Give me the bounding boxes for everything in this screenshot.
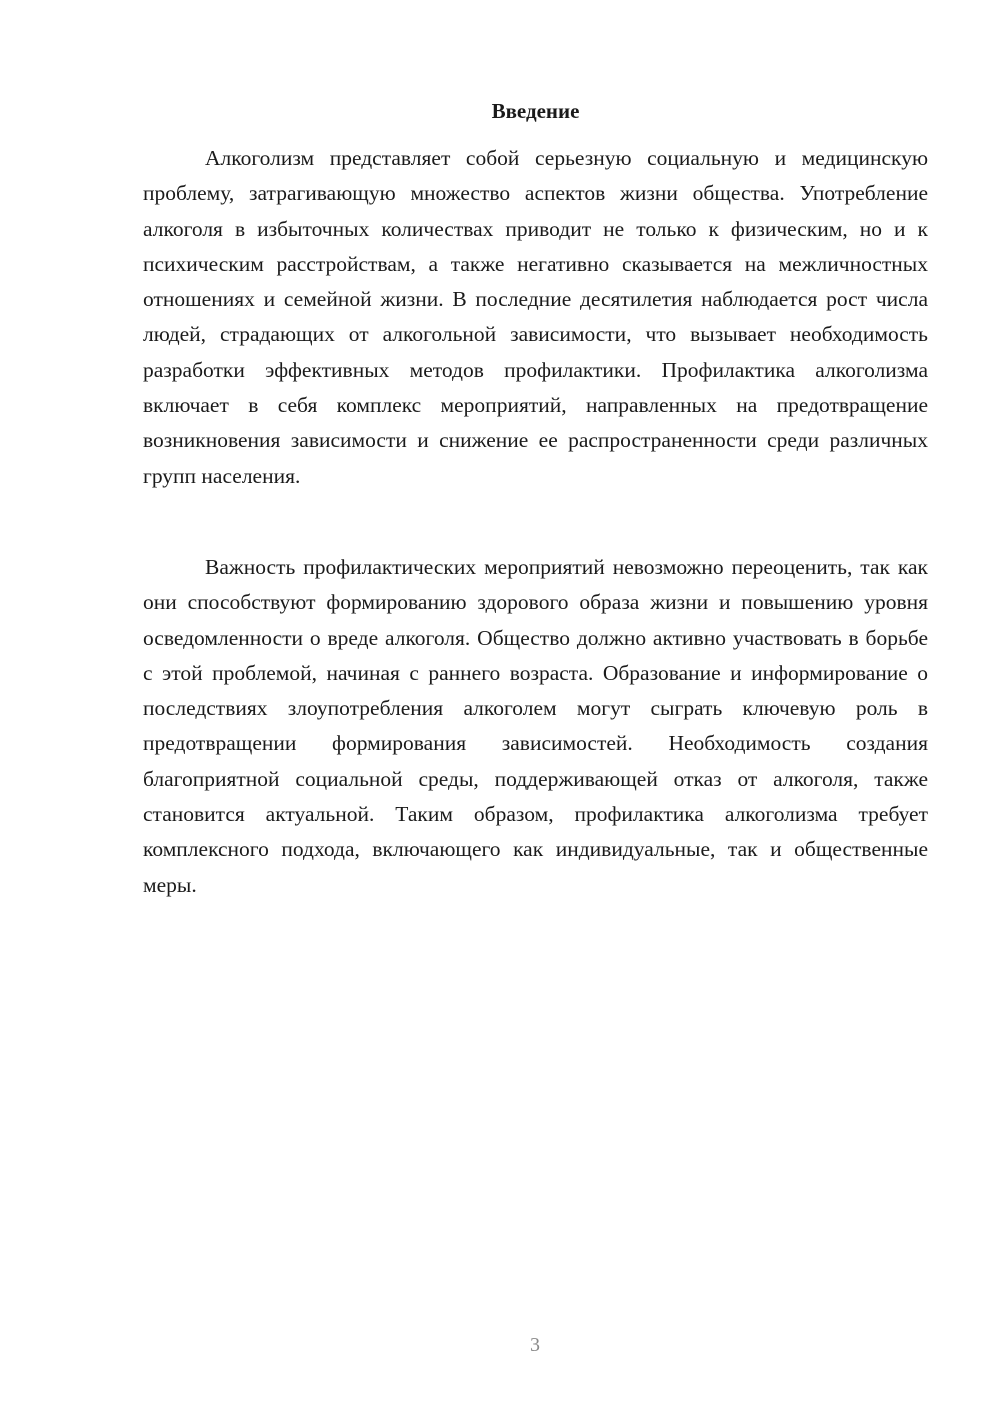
- section-heading: Введение: [491, 99, 580, 123]
- paragraph-1: Алкоголизм представляет собой серьезную социальную и медицинскую проблему, затрагивающую множество аспектов жизни общества. Употребление алкоголя в избыточных количествах приводит не только к физическим, но и к психическим расстройствам, а также негативно сказывается на межличностных отношениях и семейной жизни. В последние десятилетия наблюдается рост числа людей, страдающих от алкогольной зависимости, что вызывает необходимость разработки эффективных методов профилактики. Профилактика алкоголизма включает в себя комплекс мероприятий, направленных на предотвращение возникновения зависимости и снижение ее распространенности среди различных групп населения.: [143, 146, 928, 488]
- page-number: 3: [530, 1334, 540, 1356]
- paragraph-2: Важность профилактических мероприятий невозможно переоценить, так как они способствуют формированию здорового образа жизни и повышению уровня осведомленности о вреде алкоголя. Общество должно активно участвовать в борьбе с этой проблемой, начиная с раннего возраста. Образование и информирование о последствиях злоупотребления алкоголем могут сыграть ключевую роль в предотвращении формирования зависимостей. Необходимость создания благоприятной социальной среды, поддерживающей отказ от алкоголя, также становится актуальной. Таким образом, профилактика алкоголизма требует комплексного подхода, включающего как индивидуальные, так и общественные меры.: [143, 555, 928, 897]
